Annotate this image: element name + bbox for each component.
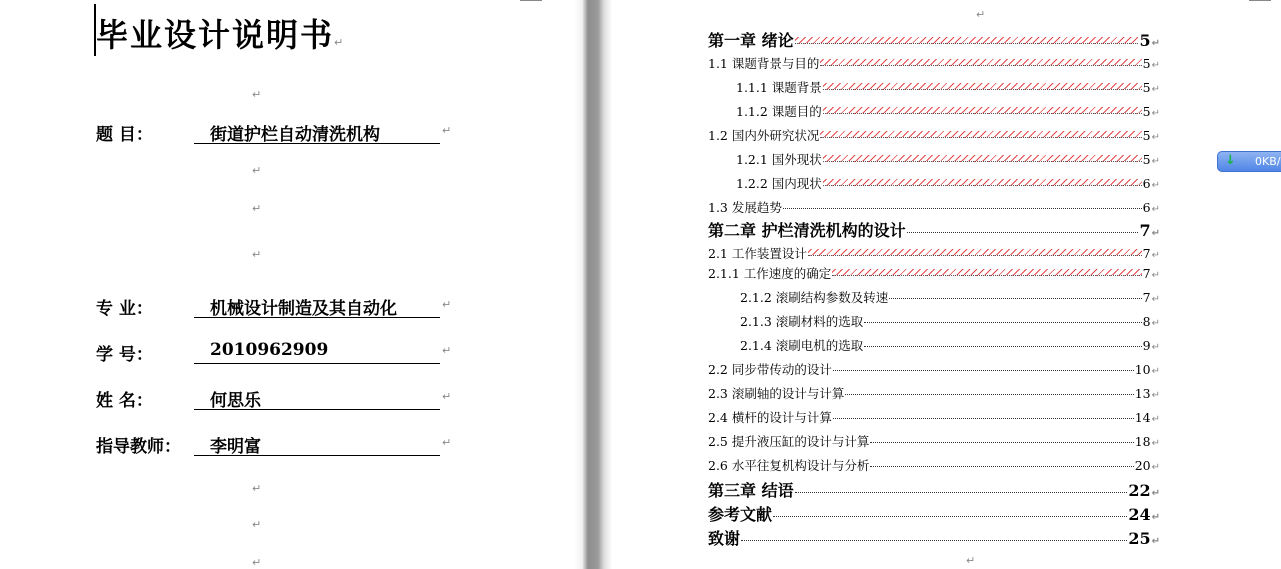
toc-entry-page: 6 xyxy=(1142,200,1151,215)
cover-field-label: 专 业： xyxy=(96,299,153,319)
paragraph-mark: ↵ xyxy=(1151,250,1160,261)
toc-entry[interactable] xyxy=(708,244,1160,262)
toc-leader xyxy=(823,83,1142,90)
toc-entry-title: 第一章 绪论 xyxy=(708,31,794,50)
toc-entry-page: 20 xyxy=(1134,458,1151,473)
toc-entry[interactable] xyxy=(708,218,1160,241)
paragraph-mark: ↵ xyxy=(1151,132,1160,143)
toc-entry-title: 2.2 同步带传动的设计 xyxy=(708,362,832,377)
toc-leader xyxy=(820,59,1141,66)
paragraph-mark: ↵ xyxy=(252,202,262,215)
paragraph-mark: ↵ xyxy=(442,344,452,357)
paragraph-mark: ↵ xyxy=(1151,318,1160,329)
toc-entry[interactable] xyxy=(740,336,1160,354)
cover-field-label: 姓 名： xyxy=(96,391,153,411)
paragraph-mark: ↵ xyxy=(1151,60,1160,71)
toc-entry[interactable] xyxy=(708,478,1160,501)
document-title: 毕业设计说明书↵ xyxy=(96,16,346,54)
toc-entry-title: 2.1 工作装置设计 xyxy=(708,246,807,261)
paragraph-mark: ↵ xyxy=(1151,536,1160,547)
paragraph-mark: ↵ xyxy=(1151,294,1160,305)
toc-entry-title: 2.1.2 滚刷结构参数及转速 xyxy=(740,290,889,305)
toc-entry-page: 7 xyxy=(1142,266,1151,281)
toc-leader xyxy=(795,492,1128,493)
toc-entry-title: 1.2.1 国外现状 xyxy=(736,152,822,167)
paragraph-mark: ↵ xyxy=(442,436,452,449)
paragraph-mark: ↵ xyxy=(1151,414,1160,425)
toc-entry[interactable] xyxy=(736,174,1160,192)
toc-entry-title: 2.3 滚刷轴的设计与计算 xyxy=(708,386,845,401)
toc-entry-title: 1.2.2 国内现状 xyxy=(736,176,822,191)
toc-entry[interactable] xyxy=(736,150,1160,168)
toc-leader xyxy=(773,516,1127,517)
toc-entry[interactable] xyxy=(708,456,1160,474)
paragraph-mark: ↵ xyxy=(1151,180,1160,191)
toc-leader xyxy=(870,442,1133,443)
cover-field-value[interactable]: 机械设计制造及其自动化 xyxy=(194,294,440,318)
download-speed: 0KB/ xyxy=(1255,155,1281,168)
paragraph-mark: ↵ xyxy=(1151,228,1160,239)
toc-entry-title: 参考文献 xyxy=(708,505,773,524)
toc-leader xyxy=(823,107,1142,114)
toc-entry[interactable] xyxy=(708,54,1160,72)
toc-entry-page: 7 xyxy=(1139,221,1151,240)
toc-entry-title: 1.2 国内外研究状况 xyxy=(708,128,820,143)
toc-entry[interactable] xyxy=(708,28,1160,51)
toc-leader xyxy=(907,232,1139,233)
cover-field-value[interactable]: 2010962909 xyxy=(194,340,440,364)
paragraph-mark: ↵ xyxy=(252,88,262,101)
toc-entry-page: 22 xyxy=(1128,481,1151,500)
paragraph-mark: ↵ xyxy=(1151,342,1160,353)
toc-leader xyxy=(845,394,1133,395)
toc-entry-title: 2.1.3 滚刷材料的选取 xyxy=(740,314,864,329)
crop-mark-left-top xyxy=(520,0,542,1)
toc-entry-page: 9 xyxy=(1142,338,1151,353)
paragraph-mark: ↵ xyxy=(1151,84,1160,95)
paragraph-mark: ↵ xyxy=(1151,38,1160,49)
paragraph-mark: ↵ xyxy=(1151,156,1160,167)
toc-entry-title: 2.5 提升液压缸的设计与计算 xyxy=(708,434,870,449)
paragraph-mark: ↵ xyxy=(442,124,452,137)
paragraph-mark: ↵ xyxy=(1151,108,1160,119)
paragraph-mark: ↵ xyxy=(252,248,262,261)
toc-entry[interactable] xyxy=(740,288,1160,306)
toc-entry-title: 1.1.2 课题目的 xyxy=(736,104,822,119)
toc-entry-title: 2.6 水平往复机构设计与分析 xyxy=(708,458,870,473)
toc-entry-page: 5 xyxy=(1142,80,1151,95)
paragraph-mark: ↵ xyxy=(252,518,262,531)
paragraph-mark: ↵ xyxy=(1151,488,1160,499)
download-arrow-icon: ↓ xyxy=(1225,153,1236,168)
toc-entry-title: 2.4 横杆的设计与计算 xyxy=(708,410,832,425)
toc-entry-title: 第三章 结语 xyxy=(708,481,794,500)
toc-entry[interactable] xyxy=(708,432,1160,450)
toc-leader xyxy=(833,370,1134,371)
paragraph-mark: ↵ xyxy=(1151,512,1160,523)
toc-leader xyxy=(832,269,1141,276)
cover-field-value[interactable]: 李明富 xyxy=(194,432,440,456)
toc-leader xyxy=(741,540,1127,541)
toc-entry-page: 10 xyxy=(1134,362,1151,377)
toc-entry[interactable] xyxy=(708,408,1160,426)
toc-entry-page: 5 xyxy=(1139,31,1151,50)
paragraph-mark: ↵ xyxy=(252,482,262,495)
toc-entry[interactable] xyxy=(736,78,1160,96)
toc-entry-page: 5 xyxy=(1142,152,1151,167)
paragraph-mark: ↵ xyxy=(442,298,452,311)
toc-entry-page: 13 xyxy=(1134,386,1151,401)
page-gutter xyxy=(574,0,612,569)
toc-entry-title: 1.1 课题背景与目的 xyxy=(708,56,820,71)
cover-field-label: 指导教师： xyxy=(96,437,181,457)
cover-field-value[interactable]: 街道护栏自动清洗机构 xyxy=(194,120,440,144)
toc-entry-page: 18 xyxy=(1134,434,1151,449)
crop-mark-right-top xyxy=(1249,0,1271,1)
toc-entry-title: 1.1.1 课题背景 xyxy=(736,80,822,95)
paragraph-mark: ↵ xyxy=(966,554,976,567)
toc-entry-page: 6 xyxy=(1142,176,1151,191)
toc-entry-page: 5 xyxy=(1142,104,1151,119)
toc-leader xyxy=(864,322,1141,323)
toc-leader xyxy=(833,418,1134,419)
toc-entry[interactable] xyxy=(708,502,1160,525)
toc-leader xyxy=(795,37,1139,44)
cover-page xyxy=(0,0,574,569)
toc-entry[interactable] xyxy=(708,526,1160,549)
toc-entry-page: 8 xyxy=(1142,314,1151,329)
paragraph-mark: ↵ xyxy=(1151,366,1160,377)
paragraph-mark: ↵ xyxy=(442,390,452,403)
toc-leader xyxy=(783,208,1142,209)
toc-entry-title: 第二章 护栏清洗机构的设计 xyxy=(708,221,906,240)
paragraph-mark: ↵ xyxy=(1151,462,1160,473)
cover-field-label: 题 目： xyxy=(96,125,153,145)
toc-entry-page: 7 xyxy=(1142,246,1151,261)
toc-entry-title: 1.3 发展趋势 xyxy=(708,200,782,215)
paragraph-mark: ↵ xyxy=(252,164,262,177)
toc-entry-page: 5 xyxy=(1142,56,1151,71)
paragraph-mark: ↵ xyxy=(252,556,262,569)
toc-entry-page: 14 xyxy=(1134,410,1151,425)
toc-leader xyxy=(889,298,1141,299)
toc-entry-page: 24 xyxy=(1128,505,1151,524)
toc-entry-title: 2.1.4 滚刷电机的选取 xyxy=(740,338,864,353)
download-widget[interactable] xyxy=(1217,151,1281,172)
toc-leader xyxy=(820,131,1141,138)
toc-leader xyxy=(808,249,1142,256)
paragraph-mark: ↵ xyxy=(1151,438,1160,449)
toc-entry-title: 致谢 xyxy=(708,529,741,548)
toc-leader xyxy=(870,466,1133,467)
toc-entry-page: 7 xyxy=(1142,290,1151,305)
toc-entry[interactable] xyxy=(740,312,1160,330)
toc-leader xyxy=(823,155,1142,162)
toc-leader xyxy=(823,179,1142,186)
paragraph-mark: ↵ xyxy=(1151,204,1160,215)
toc-entry[interactable] xyxy=(708,264,1160,282)
toc-entry-title: 2.1.1 工作速度的确定 xyxy=(708,266,832,281)
cover-field-label: 学 号： xyxy=(96,345,153,365)
toc-entry[interactable] xyxy=(736,102,1160,120)
toc-entry[interactable] xyxy=(708,198,1160,216)
toc-entry-page: 25 xyxy=(1128,529,1151,548)
toc-leader xyxy=(864,346,1141,347)
paragraph-mark: ↵ xyxy=(1151,390,1160,401)
toc-entry-page: 5 xyxy=(1142,128,1151,143)
cover-field-value[interactable]: 何思乐 xyxy=(194,386,440,410)
toc-entry[interactable] xyxy=(708,384,1160,402)
toc-entry[interactable] xyxy=(708,360,1160,378)
paragraph-mark: ↵ xyxy=(976,8,986,21)
toc-entry[interactable] xyxy=(708,126,1160,144)
paragraph-mark: ↵ xyxy=(1151,270,1160,281)
